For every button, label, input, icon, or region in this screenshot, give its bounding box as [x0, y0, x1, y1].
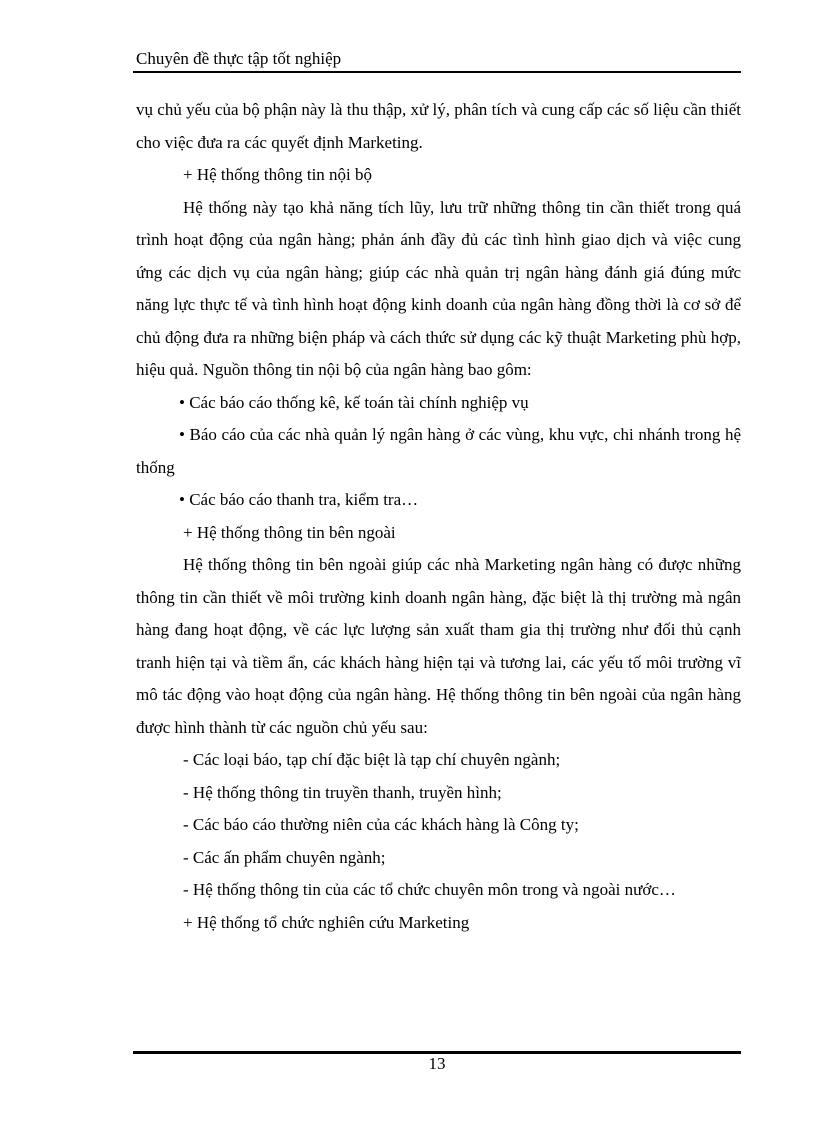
section-heading: + Hệ thống thông tin bên ngoài: [183, 522, 396, 542]
header-divider: [133, 71, 741, 73]
header-title: Chuyên đề thực tập tốt nghiệp: [136, 49, 342, 68]
page-number: 13: [428, 1054, 446, 1073]
bullet-item: • Các báo cáo thanh tra, kiểm tra…: [179, 490, 419, 509]
document-body: [136, 94, 741, 939]
paragraph: Hệ thống này tạo khả năng tích lũy, lưu trữ những thông tin cần thiết trong quá trình hoạt động của ngân hàng; phản ánh đầy đủ các tình hình giao dịch và việc cung ứng các dịch vụ của ngân hàng; giúp các nhà quản trị ngân hàng đánh giá đúng mức năng lực thực tế và tình hình hoạt động kinh doanh của ngân hàng đồng thời là cơ sở để chủ động đưa ra những biện pháp và cách thức sử dụng các kỹ thuật Marketing phù hợp, hiệu quả. Nguồn thông tin nội bộ của ngân hàng bao gôm:: [136, 197, 741, 379]
list-item: - Các báo cáo thường niên của các khách hàng là Công ty;: [183, 815, 579, 834]
list-item: - Hệ thống thông tin của các tổ chức chuyên môn trong và ngoài nước…: [183, 880, 676, 899]
bullet-item: • Các báo cáo thống kê, kế toán tài chính nghiệp vụ: [179, 392, 529, 412]
list-item: - Hệ thống thông tin truyền thanh, truyền hình;: [183, 782, 502, 802]
list-item: - Các ấn phẩm chuyên ngành;: [183, 847, 386, 867]
paragraph: Hệ thống thông tin bên ngoài giúp các nhà Marketing ngân hàng có được những thông tin cần thiết về môi trường kinh doanh ngân hàng, đặc biệt là thị trường mà ngân hàng đang hoạt động, về các lực lượng sản xuất tham gia thị trường như đối thủ cạnh tranh hiện tại và tiềm ẩn, các khách hàng hiện tại và tương lai, các yếu tố môi trường vĩ mô tác động vào hoạt động của ngân hàng. Hệ thống thông tin bên ngoài của ngân hàng được hình thành từ các nguồn chủ yếu sau:: [136, 555, 741, 737]
bullet-item: • Báo cáo của các nhà quản lý ngân hàng ở các vùng, khu vực, chi nhánh trong hệ thống: [136, 425, 741, 477]
list-item: - Các loại báo, tạp chí đặc biệt là tạp chí chuyên ngành;: [183, 750, 561, 769]
section-heading: + Hệ thống thông tin nội bộ: [183, 165, 373, 184]
paragraph: vụ chủ yếu của bộ phận này là thu thập, xử lý, phân tích và cung cấp các số liệu cần thiết cho việc đưa ra các quyết định Marketing.: [136, 100, 741, 152]
section-heading: + Hệ thống tổ chức nghiên cứu Marketing: [183, 912, 470, 932]
